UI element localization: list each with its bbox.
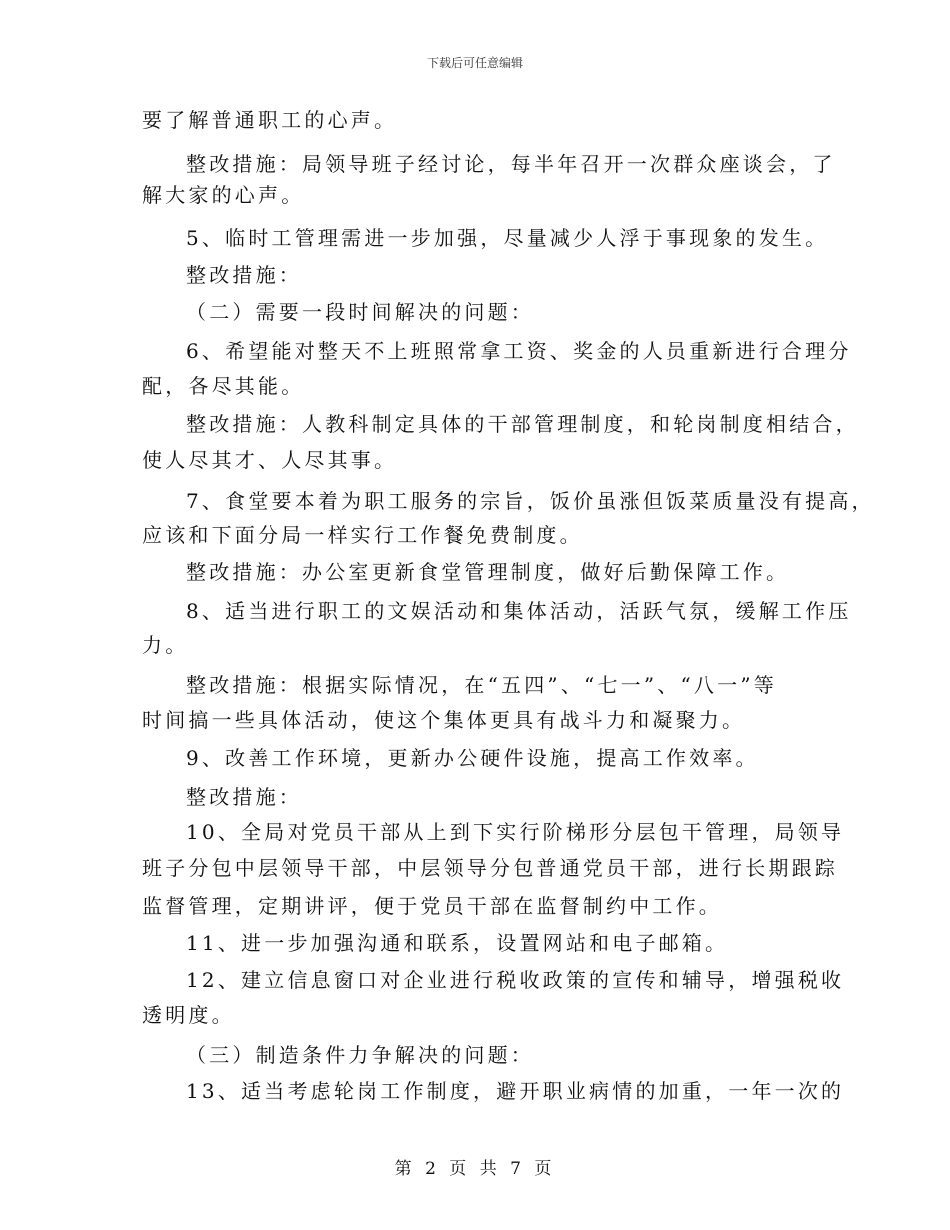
text-line: 要了解普通职工的心声。 [142,108,398,132]
text-line: 配，各尽其能。 [142,374,305,398]
page-footer: 第 2 页 共 7 页 [394,1159,556,1179]
text-line: 整改措施：办公室更新食堂管理制度，做好后勤保障工作。 [186,560,790,584]
text-line: 力。 [142,633,189,657]
text-line: 5、临时工管理需进一步加强，尽量减少人浮于事现象的发生。 [186,226,829,250]
text-line: 整改措施：局领导班子经讨论，每半年召开一次群众座谈会，了 [186,152,836,176]
text-line: 透明度。 [142,1003,235,1027]
page-header: 下载后可任意编辑 [426,56,523,70]
text-line: 整改措施：人教科制定具体的干部管理制度，和轮岗制度相结合， [186,412,859,436]
text-line: 整改措施： [186,263,302,287]
text-line: 10、全局对党员干部从上到下实行阶梯形分层包干管理，局领导 [186,820,845,844]
text-line: 时间搞一些具体活动，使这个集体更具有战斗力和凝聚力。 [142,708,746,732]
text-line: 9、改善工作环境，更新办公硬件设施，提高工作效率。 [186,746,759,770]
text-line: 解大家的心声。 [142,183,305,207]
text-line: 整改措施： [186,785,302,809]
text-line: 整改措施：根据实际情况，在“五四”、“七一”、“八一”等 [186,673,777,697]
text-line: 6、希望能对整天不上班照常拿工资、奖金的人员重新进行合理分 [186,339,852,363]
text-line: 应该和下面分局一样实行工作餐免费制度。 [142,523,583,547]
text-line: 使人尽其才、人尽其事。 [142,448,398,472]
section-heading: （二）需要一段时间解决的问题： [186,300,534,324]
text-line: 班子分包中层领导干部，中层领导分包普通党员干部，进行长期跟踪 [142,856,838,880]
text-line: 12、建立信息窗口对企业进行税收政策的宣传和辅导，增强税收 [186,968,845,992]
section-heading: （三）制造条件力争解决的问题： [186,1043,534,1067]
text-line: 8、适当进行职工的文娱活动和集体活动，活跃气氛，缓解工作压 [186,599,852,623]
text-line: 监督管理，定期讲评，便于党员干部在监督制约中工作。 [142,894,722,918]
text-line: 13、适当考虑轮岗工作制度，避开职业病情的加重，一年一次的 [186,1079,845,1103]
text-line: 11、进一步加强沟通和联系，设置网站和电子邮箱。 [186,931,729,955]
text-line: 7、食堂要本着为职工服务的宗旨，饭价虽涨但饭菜质量没有提高， [186,489,875,513]
